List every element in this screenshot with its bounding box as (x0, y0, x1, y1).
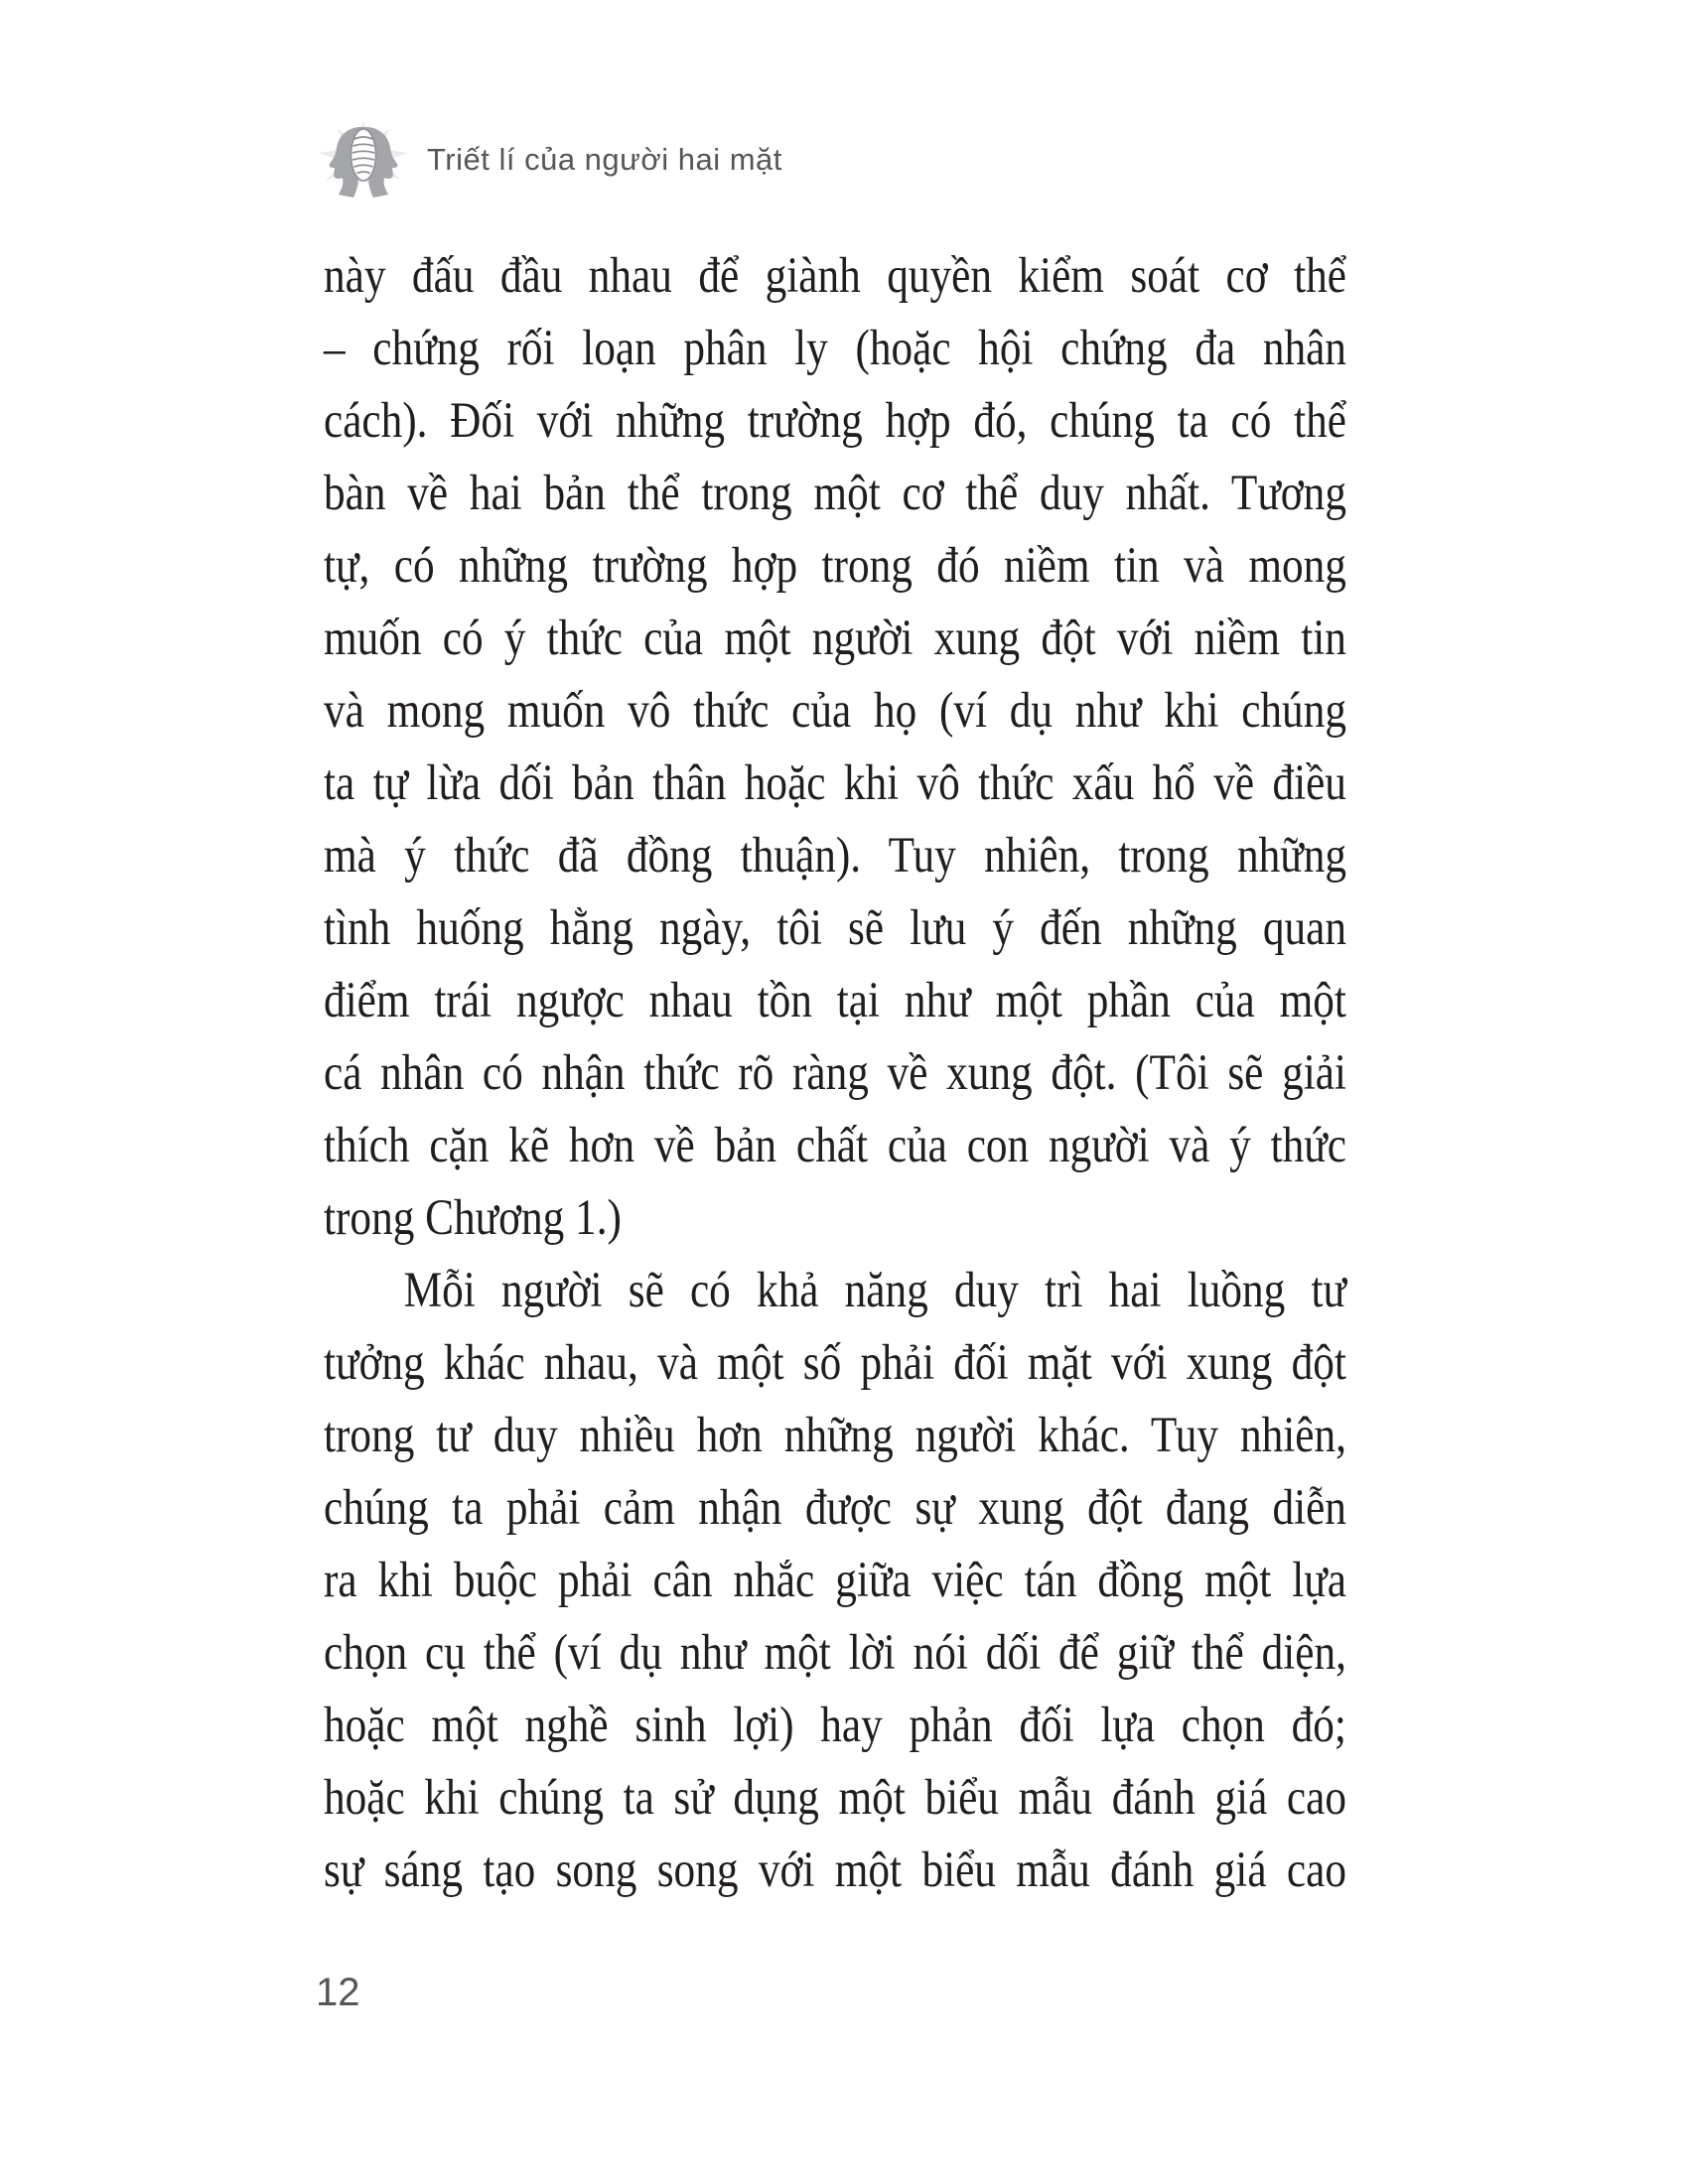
body-text (324, 240, 1346, 1907)
body-line: cá nhân có nhận thức rõ ràng về xung đột. (Tôi sẽ giải (324, 1045, 1346, 1101)
body-line: ra khi buộc phải cân nhắc giữa việc tán đồng một lựa (324, 1553, 1346, 1608)
body-line: điểm trái ngược nhau tồn tại như một phần của một (324, 973, 1346, 1028)
body-line: cách). Đối với những trường hợp đó, chúng ta có thể (324, 393, 1346, 449)
body-line: hoặc một nghề sinh lợi) hay phản đối lựa chọn đó; (324, 1698, 1346, 1753)
body-line: tình huống hằng ngày, tôi sẽ lưu ý đến những quan (324, 900, 1346, 956)
two-faces-icon (314, 119, 413, 201)
body-line: hoặc khi chúng ta sử dụng một biểu mẫu đánh giá cao (324, 1770, 1346, 1826)
body-line: trong Chương 1.) (324, 1190, 622, 1246)
body-line: muốn có ý thức của một người xung đột với niềm tin (324, 611, 1346, 666)
book-title: Triết lí của người hai mặt (427, 142, 782, 177)
body-line: này đấu đầu nhau để giành quyền kiểm soát cơ thể (324, 248, 1346, 304)
page-number: 12 (316, 1971, 360, 2014)
body-line: tưởng khác nhau, và một số phải đối mặt với xung đột (324, 1335, 1346, 1391)
body-line: – chứng rối loạn phân ly (hoặc hội chứng đa nhân (324, 321, 1346, 376)
body-line: mà ý thức đã đồng thuận). Tuy nhiên, trong những (324, 828, 1346, 884)
body-line: chọn cụ thể (ví dụ như một lời nói dối để giữ thể diện, (324, 1625, 1346, 1681)
body-line: tự, có những trường hợp trong đó niềm tin và mong (324, 538, 1346, 594)
body-line: trong tư duy nhiều hơn những người khác. Tuy nhiên, (324, 1408, 1346, 1463)
body-line: thích cặn kẽ hơn về bản chất của con người và ý thức (324, 1118, 1346, 1173)
body-line: ta tự lừa dối bản thân hoặc khi vô thức xấu hổ về điều (324, 755, 1346, 811)
body-line: chúng ta phải cảm nhận được sự xung đột đang diễn (324, 1480, 1346, 1536)
body-line: sự sáng tạo song song với một biểu mẫu đánh giá cao (324, 1843, 1346, 1898)
body-line: Mỗi người sẽ có khả năng duy trì hai luồng tư (403, 1263, 1346, 1318)
body-line: bàn về hai bản thể trong một cơ thể duy nhất. Tương (324, 466, 1346, 521)
body-line: và mong muốn vô thức của họ (ví dụ như khi chúng (324, 683, 1346, 739)
page-header (314, 117, 782, 203)
